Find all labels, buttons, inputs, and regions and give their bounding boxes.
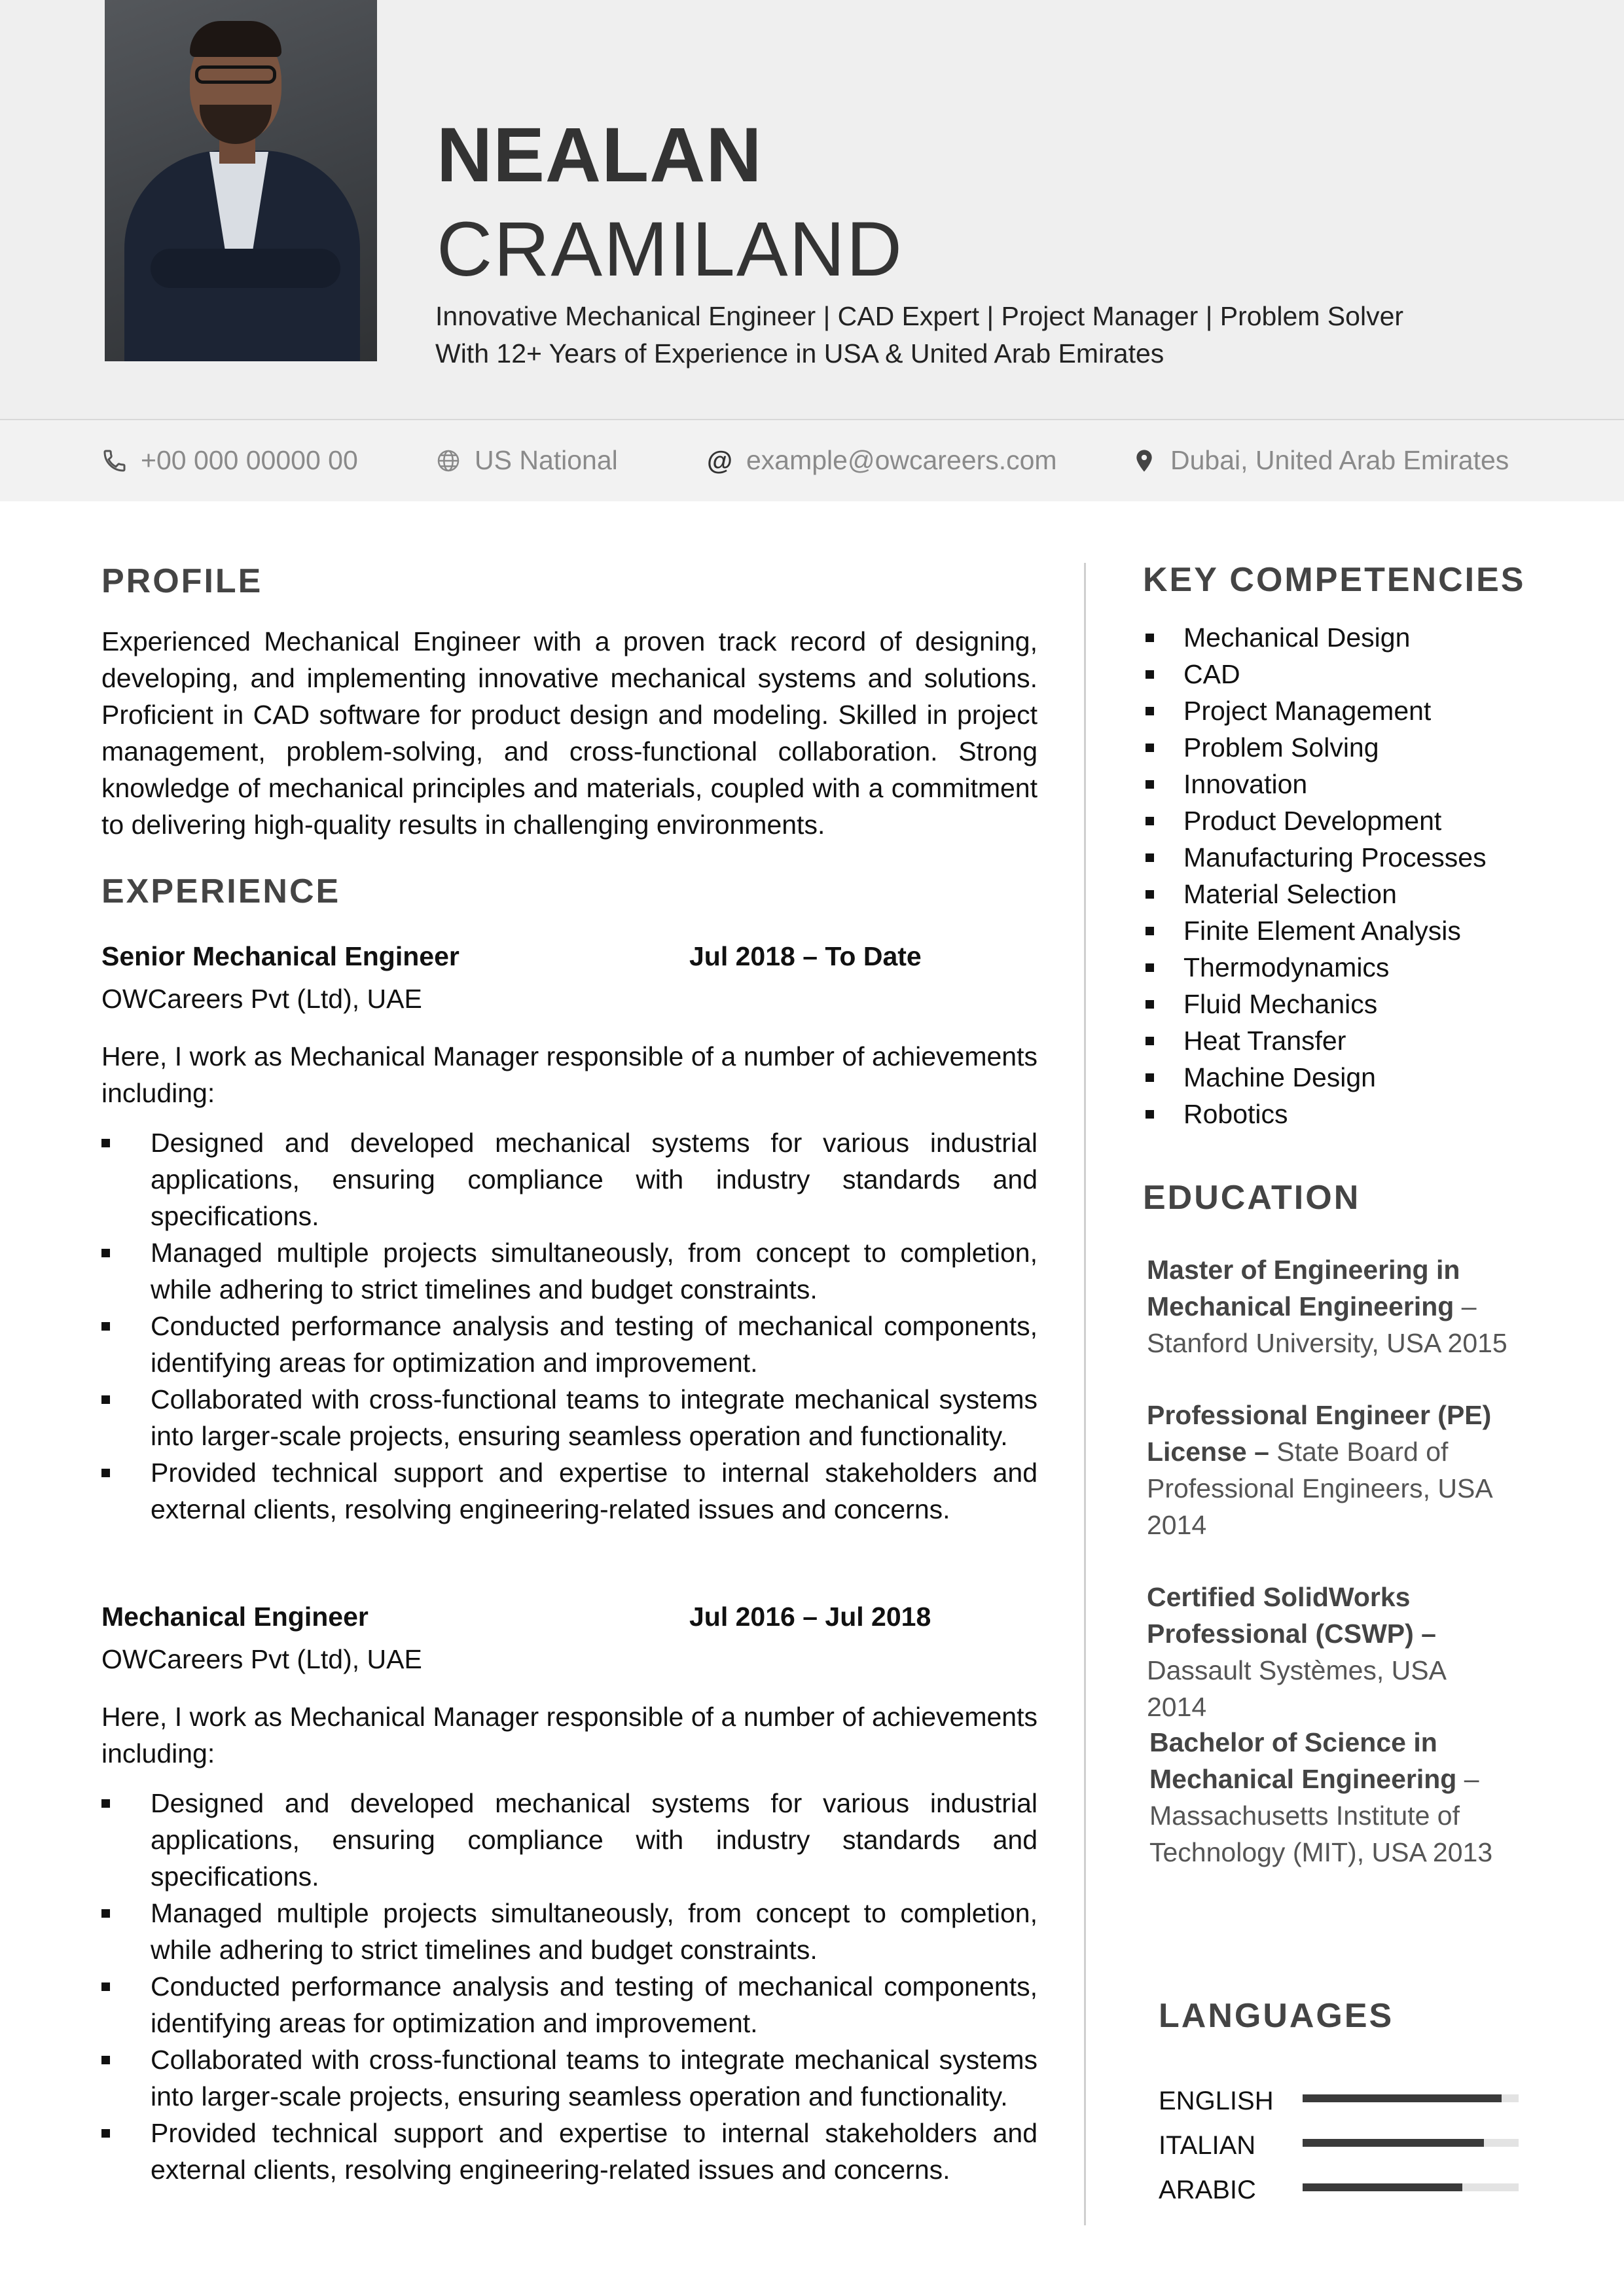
contact-location [1131, 445, 1509, 476]
job-company: OWCareers Pvt (Ltd), UAE [101, 984, 422, 1014]
education-heading: EDUCATION [1143, 1179, 1361, 1217]
language-proficiency-bar [1303, 2094, 1519, 2102]
job-intro: Here, I work as Mechanical Manager responsible of a number of achievements including: [101, 1041, 1038, 1108]
list-item: Robotics [1146, 1096, 1564, 1132]
languages-heading: LANGUAGES [1159, 1997, 1394, 2035]
list-item: Manufacturing Processes [1146, 839, 1564, 876]
nationality-text: US National [475, 445, 618, 475]
competencies-heading: KEY COMPETENCIES [1143, 561, 1526, 599]
list-item: Conducted performance analysis and testing of mechanical components, identifying areas for optimization and improvement. [101, 1968, 1038, 2041]
education-item: Certified SolidWorks Professional (CSWP) – Dassault Systèmes, USA 2014 [1147, 1582, 1445, 1722]
contact-bar [0, 419, 1624, 501]
job-title: Senior Mechanical Engineer [101, 941, 460, 971]
tagline: Innovative Mechanical Engineer | CAD Expert | Project Manager | Problem Solver [435, 301, 1404, 331]
last-name: CRAMILAND [437, 206, 903, 293]
list-item: Fluid Mechanics [1146, 986, 1564, 1022]
list-item: Finite Element Analysis [1146, 912, 1564, 949]
language-proficiency-bar [1303, 2183, 1519, 2191]
email-link[interactable]: example@owcareers.com [746, 445, 1057, 475]
list-item: Material Selection [1146, 876, 1564, 912]
list-item: Managed multiple projects simultaneously, from concept to completion, while adhering to strict timelines and budget constraints. [101, 1234, 1038, 1308]
list-item: Designed and developed mechanical systems for various industrial applications, ensuring compliance with industry standards and specifications. [101, 1124, 1038, 1234]
list-item: Managed multiple projects simultaneously, from concept to completion, while adhering to strict timelines and budget constraints. [101, 1895, 1038, 1968]
education-item: Bachelor of Science in Mechanical Engineering – Massachusetts Institute of Technology (MIT), USA 2013 [1149, 1727, 1493, 1867]
first-name: NEALAN [437, 112, 763, 198]
phone-icon [101, 448, 128, 474]
list-item: CAD [1146, 656, 1564, 692]
column-divider [1084, 563, 1086, 2225]
list-item: Innovation [1146, 766, 1564, 802]
job-achievements [101, 1124, 1038, 1528]
job-achievements [101, 1785, 1038, 2188]
list-item: Product Development [1146, 802, 1564, 839]
list-item: Thermodynamics [1146, 949, 1564, 986]
list-item: Conducted performance analysis and testing of mechanical components, identifying areas for optimization and improvement. [101, 1308, 1038, 1381]
resume-header [0, 0, 1624, 419]
language-label: ITALIAN [1159, 2131, 1256, 2160]
list-item: Designed and developed mechanical systems for various industrial applications, ensuring compliance with industry standards and specifications. [101, 1785, 1038, 1895]
location-text: Dubai, United Arab Emirates [1170, 445, 1509, 475]
list-item: Heat Transfer [1146, 1022, 1564, 1059]
profile-photo [105, 0, 377, 361]
language-label: ENGLISH [1159, 2087, 1274, 2115]
list-item: Problem Solving [1146, 729, 1564, 766]
list-item: Machine Design [1146, 1059, 1564, 1096]
education-item: Master of Engineering in Mechanical Engineering – Stanford University, USA 2015 [1147, 1255, 1507, 1358]
list-item: Collaborated with cross-functional teams to integrate mechanical systems into larger-scale projects, ensuring seamless operation and functionality. [101, 2041, 1038, 2115]
job-company: OWCareers Pvt (Ltd), UAE [101, 1644, 422, 1674]
profile-text: Experienced Mechanical Engineer with a proven track record of designing, developing, and implementing innovative mechanical systems and solutions. Proficient in CAD software for product design and modeling. Skilled in project management, problem-solving, and cross-functional collaboration. Strong knowledge of mechanical principles and materials, coupled with a commitment to delivering high-quality results in challenging environments. [101, 626, 1038, 840]
profile-heading: PROFILE [101, 562, 263, 600]
contact-phone [101, 445, 358, 476]
job-dates: Jul 2016 – Jul 2018 [689, 1602, 931, 1632]
list-item: Mechanical Design [1146, 619, 1564, 656]
contact-nationality [435, 445, 618, 476]
job-title: Mechanical Engineer [101, 1602, 369, 1632]
list-item: Project Management [1146, 692, 1564, 729]
list-item: Provided technical support and expertise to internal stakeholders and external clients, resolving engineering-related issues and concerns. [101, 1454, 1038, 1528]
experience-heading: EXPERIENCE [101, 872, 341, 910]
list-item: Provided technical support and expertise to internal stakeholders and external clients, resolving engineering-related issues and concerns. [101, 2115, 1038, 2188]
list-item: Collaborated with cross-functional teams to integrate mechanical systems into larger-scale projects, ensuring seamless operation and functionality. [101, 1381, 1038, 1454]
language-proficiency-bar [1303, 2139, 1519, 2147]
education-item: Professional Engineer (PE) License – State Board of Professional Engineers, USA 2014 [1147, 1400, 1492, 1540]
job-dates: Jul 2018 – To Date [689, 941, 922, 971]
at-icon: @ [707, 446, 733, 475]
language-label: ARABIC [1159, 2176, 1256, 2204]
phone-number: +00 000 00000 00 [141, 445, 358, 475]
experience-summary: With 12+ Years of Experience in USA & United Arab Emirates [435, 338, 1164, 368]
competencies-list [1146, 619, 1564, 1132]
job-intro: Here, I work as Mechanical Manager responsible of a number of achievements including: [101, 1702, 1038, 1768]
globe-icon [435, 448, 461, 474]
location-pin-icon [1131, 448, 1157, 474]
contact-email[interactable] [707, 445, 1057, 476]
